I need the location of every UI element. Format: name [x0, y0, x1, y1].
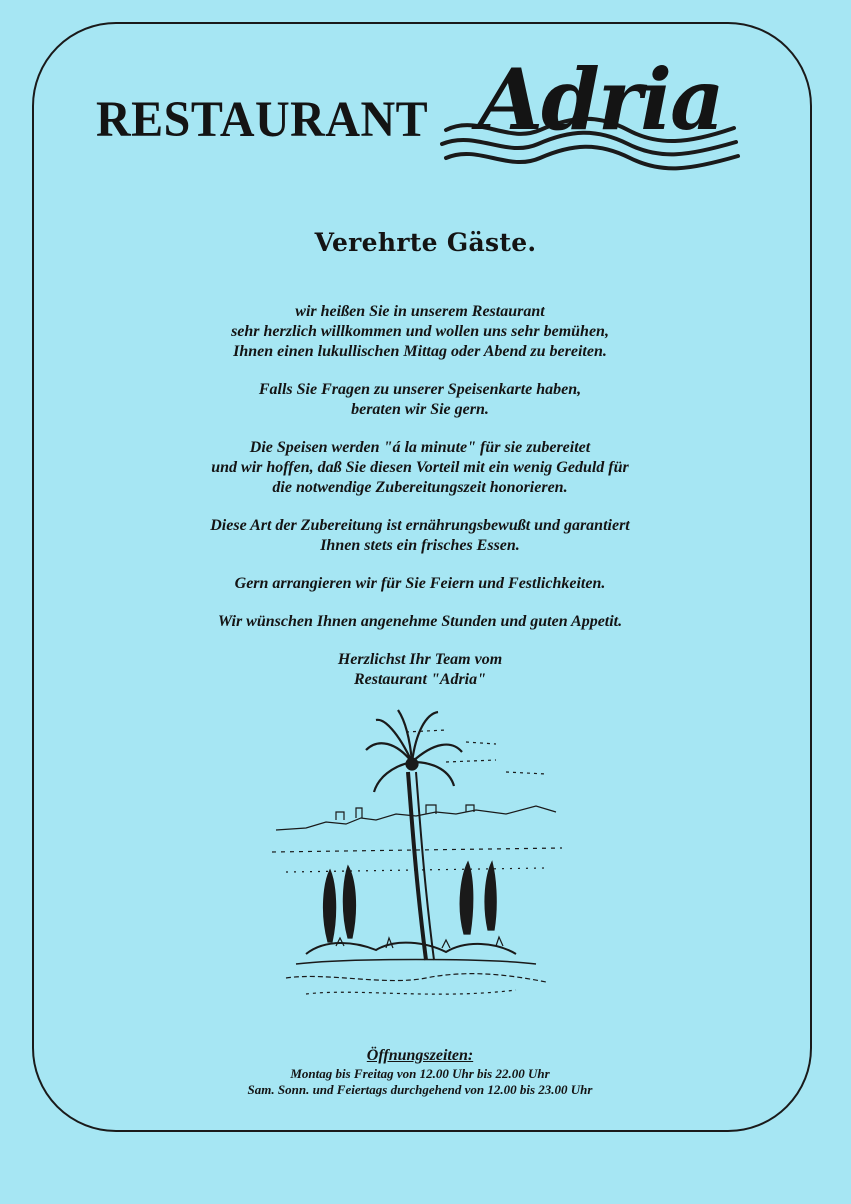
paragraph-a-la-minute: Die Speisen werden "á la minute" für sie zubereitet und wir hoffen, daß Sie diesen Vorteil mit ein wenig Geduld für die notwendige Zubereitungszeit honorieren. — [211, 439, 629, 496]
paragraph-welcome: wir heißen Sie in unserem Restaurant sehr herzlich willkommen und wollen uns sehr bemühen, Ihnen einen lukullischen Mittag oder Abend zu bereiten. — [231, 303, 609, 360]
paragraph-preparation: Diese Art der Zubereitung ist ernährungsbewußt und garantiert Ihnen stets ein frisches Essen. — [210, 517, 630, 554]
welcome-text — [150, 302, 690, 690]
greeting-heading: Verehrte Gäste. — [314, 228, 537, 257]
paragraph-questions: Falls Sie Fragen zu unserer Speisenkarte haben, beraten wir Sie gern. — [258, 381, 582, 418]
opening-hours-weekdays: Montag bis Freitag von 12.00 Uhr bis 22.00 Uhr — [290, 1066, 550, 1081]
logo-text: Adria — [478, 50, 723, 149]
opening-hours-title: Öffnungszeiten: — [366, 1047, 474, 1064]
signature: Herzlichst Ihr Team vom Restaurant "Adria" — [337, 651, 503, 688]
opening-hours-weekend: Sam. Sonn. und Feiertags durchgehend von 12.00 bis 23.00 Uhr — [247, 1082, 593, 1097]
adria-logo — [438, 52, 748, 174]
paragraph-wishes: Wir wünschen Ihnen angenehme Stunden und guten Appetit. — [217, 613, 623, 630]
opening-hours — [150, 1046, 690, 1098]
paragraph-celebrations: Gern arrangieren wir für Sie Feiern und Festlichkeiten. — [234, 575, 606, 592]
palm-coast-illustration — [266, 702, 566, 1012]
brand-title: RESTAURANT — [96, 91, 429, 148]
